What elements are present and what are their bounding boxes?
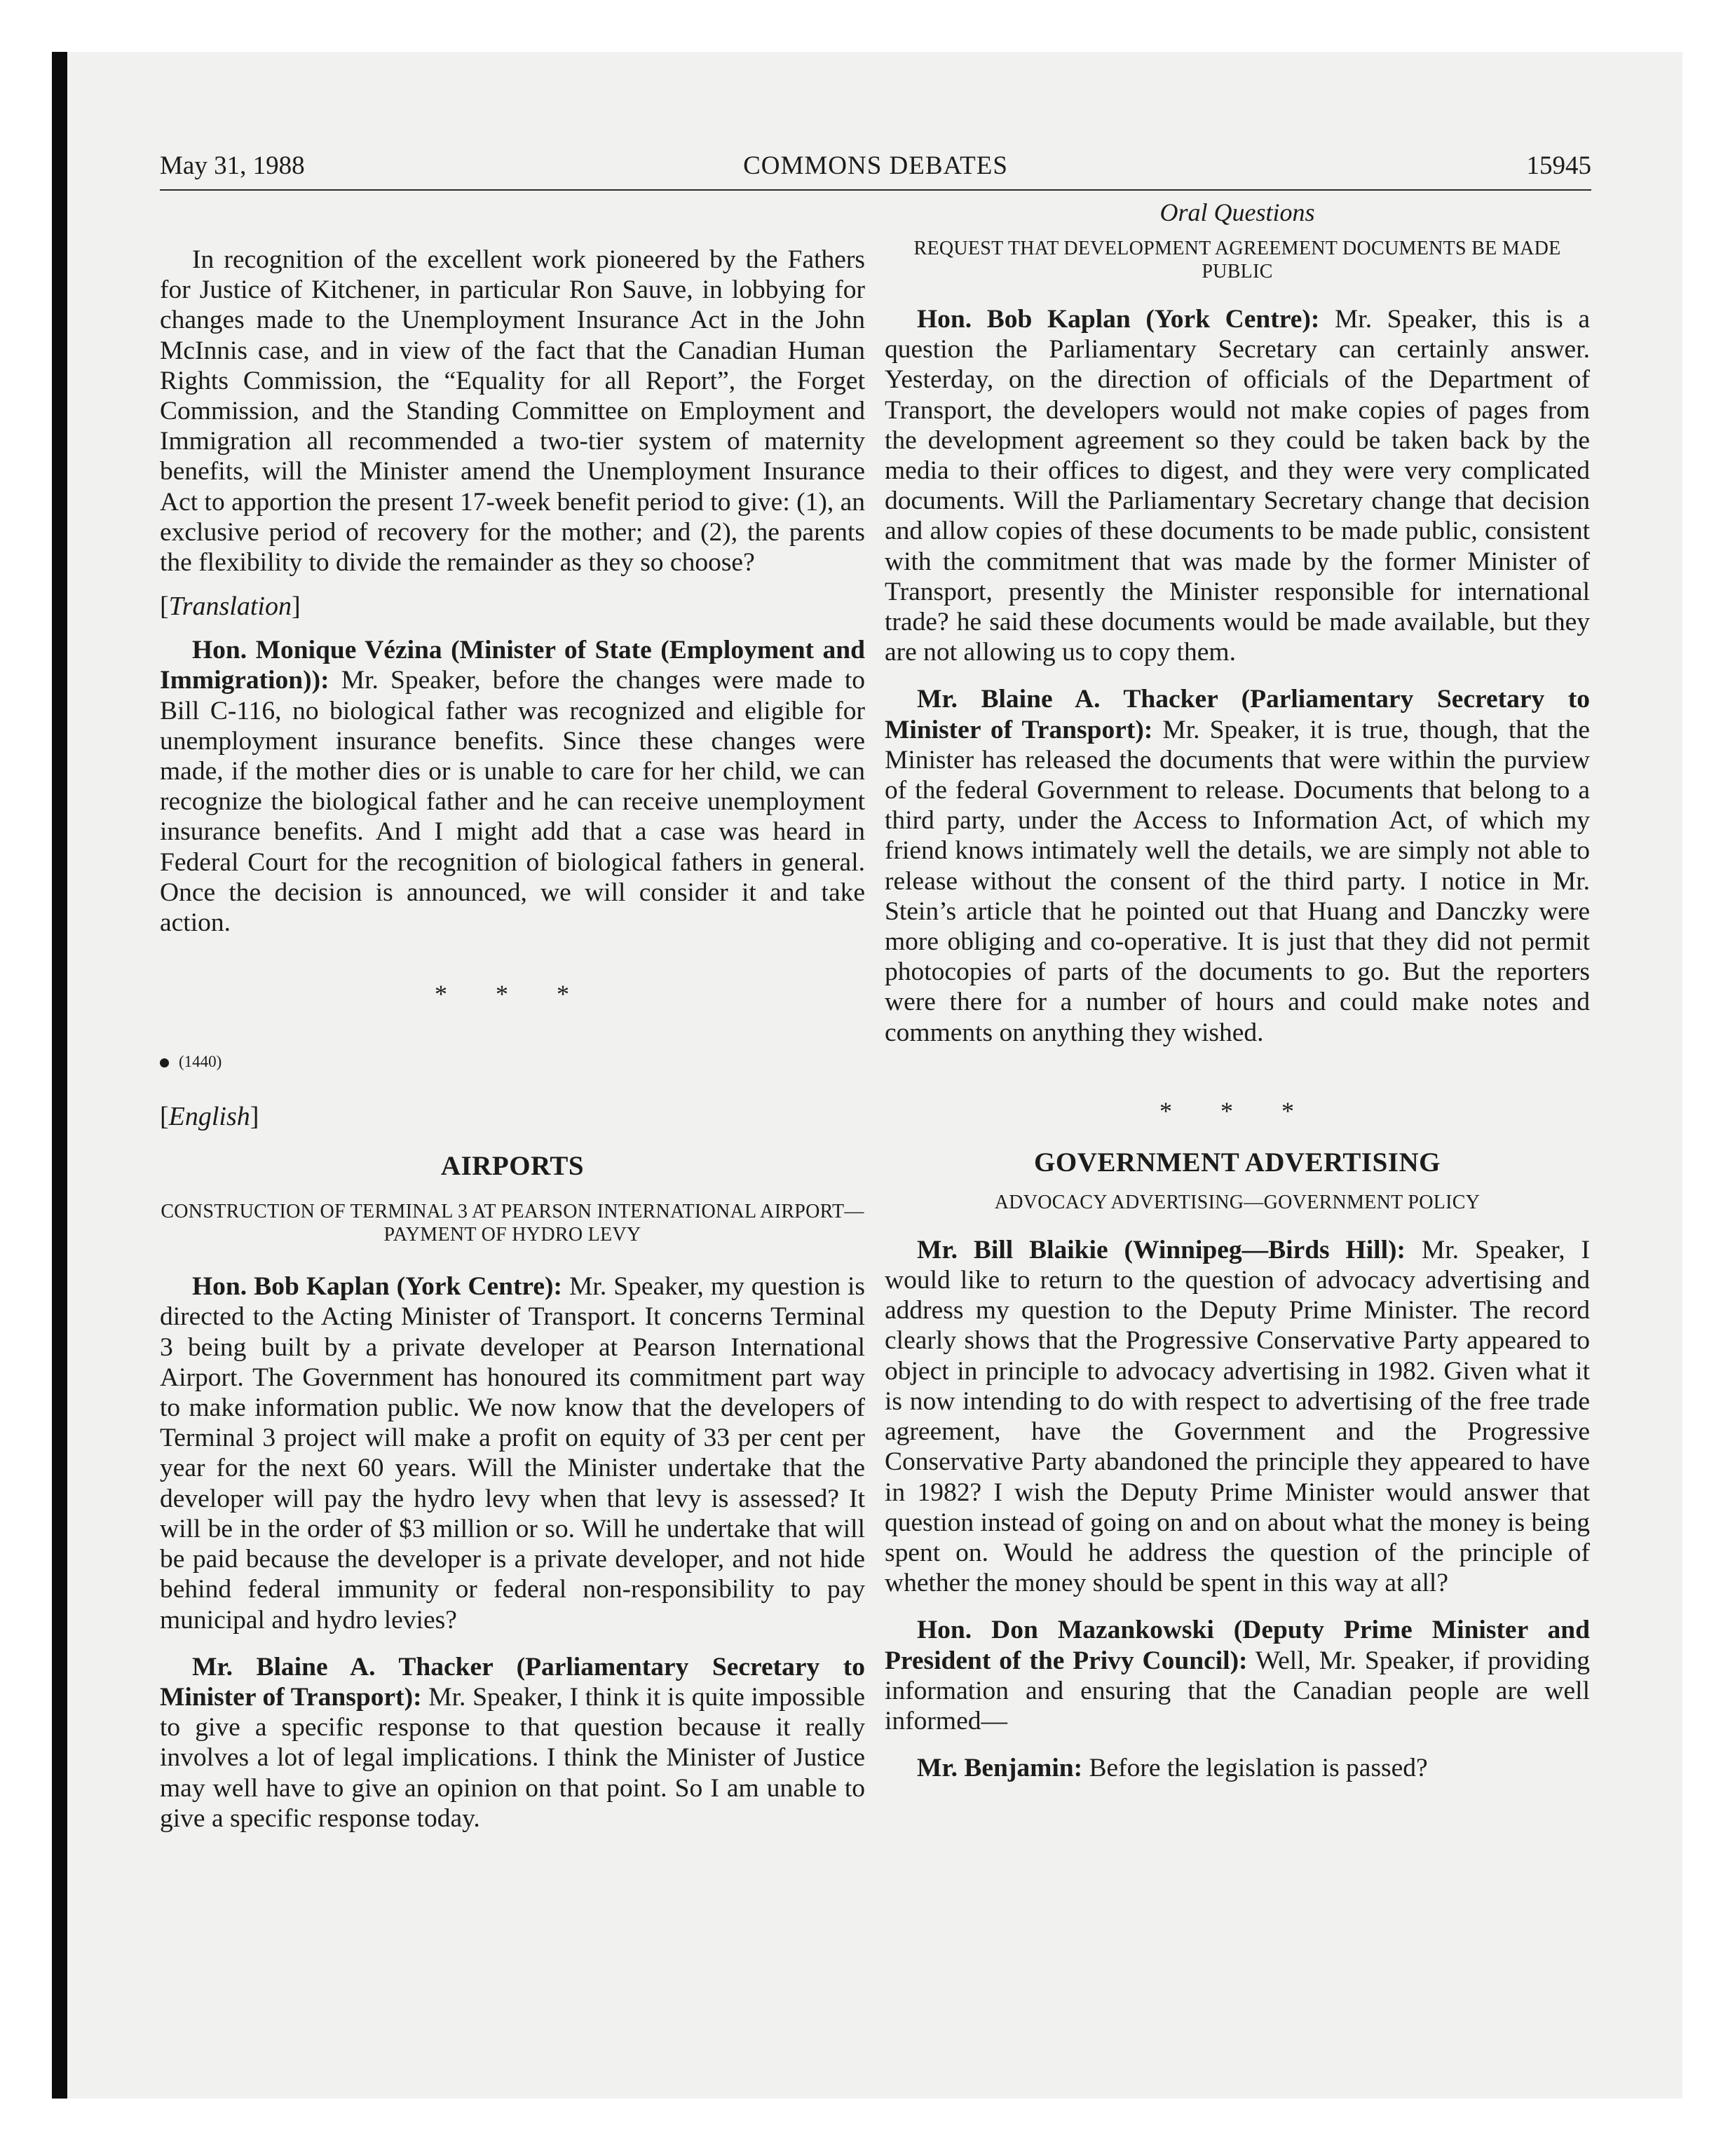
mazankowski-answer [885,1615,1590,1736]
speaker-name: Hon. Bob Kaplan (York Centre): [917,305,1320,334]
section-separator: * * * [435,980,590,1009]
speech-text: Well, Mr. Speaker, if providing information and ensuring that the Canadian people are well informed— [885,1646,1591,1735]
page-header [160,147,1591,191]
blaikie-question [885,1235,1590,1598]
speech-text: Mr. Speaker, my question is directed to the Acting Minister of Transport. It concerns Terminal 3 being built by a private developer at Pearson International Airport. The Government has honoured its commitment part way to make information public. We now know that the developers of Terminal 3 project will make a profit on equity of 33 per cent per year for the next 60 years. Will the Minister undertake that the developer will pay the hydro levy when that levy is assessed? It will be in the order of $3 million or so. Will he undertake that will be paid because the developer is a private developer, and not hide behind federal immunity or federal non-responsibility to pay municipal and hydro levies? [160,1272,865,1635]
left-column [160,196,865,1834]
speaker-name: Mr. Blaine A. Thacker (Parliamentary Secretary to Minister of Transport): [885,685,1590,744]
right-column [885,196,1590,1783]
speech-text: Before the legislation is passed? [1082,1754,1428,1783]
kaplan-question [160,1271,865,1635]
time-stamp-text: (1440) [179,1053,222,1071]
kaplan-question [885,304,1590,667]
question-paragraph: In recognition of the excellent work pioneered by the Fathers for Justice of Kitchener, in particular Ron Sauve, in lobbying for changes made to the Unemployment Insurance Act in the John McInnis case, and in view of the fact that the Canadian Human Rights Commission, the “Equality for all Report”, the Forget Commission, and the Standing Committee on Employment and Immigration all recommended a two-tier system of maternity benefits, will the Minister amend the Unemployment Insurance Act to apportion the present 17-week benefit period to give: (1), an exclusive period of recovery for the mother; and (2), the parents the flexibility to divide the remainder as they so choose? [160,245,865,578]
speaker-name: Mr. Bill Blaikie (Winnipeg—Birds Hill): [917,1235,1406,1264]
section-title-airports: AIRPORTS [440,1151,585,1182]
running-head-oral-questions: Oral Questions [1159,198,1315,226]
binding-edge [52,52,67,2099]
header-date: May 31, 1988 [160,151,305,180]
time-stamp [160,1051,865,1072]
speech-text: Mr. Speaker, this is a question the Parliamentary Secretary can certainly answer. Yesterday, on the direction of officials of the Department of Transport, the developers would not make copies of pages from the development agreement so they could be taken back by the media to their offices to digest, and they were very complicated documents. Will the Parliamentary Secretary change that decision and allow copies of these documents to be made public, consistent with the commitment that was made by the former Minister of Transport, presently the Minister responsible for international trade? he said these documents would be made available, but they are not allowing us to copy them. [885,305,1590,667]
bullet-icon [160,1058,169,1067]
thacker-answer [885,684,1590,1047]
speech-text: Mr. Speaker, it is true, though, that the Minister has released the documents that were within the purview of the federal Government to release. Documents that belong to a third party, under the Access to Information Act, of which my friend knows intimately well the details, we are simply not able to release without the consent of the third party. I notice in Mr. Stein’s article that he pointed out that Huang and Danczky were more obliging and co-operative. It is just that they did not permit photocopies of parts of the documents to go. But the reporters were there for a number of hours and could make notes and comments on anything they wished. [885,715,1590,1047]
speech-text: Mr. Speaker, I think it is quite impossible to give a specific response to that question because it really involves a lot of legal implications. I think the Minister of Justice may well have to give an opinion on that point. So I am unable to give a specific response today. [160,1682,865,1833]
speaker-name: Hon. Monique Vézina (Minister of State (Employment and Immigration)): [160,636,865,695]
section-separator: * * * [1159,1096,1315,1125]
speaker-name: Hon. Don Mazankowski (Deputy Prime Minister and President of the Privy Council): [885,1616,1590,1675]
subheading-terminal-3: CONSTRUCTION OF TERMINAL 3 AT PEARSON INTERNATIONAL AIRPORT—PAYMENT OF HYDRO LEVY [161,1201,864,1246]
speaker-name: Hon. Bob Kaplan (York Centre): [192,1272,563,1302]
subheading-development-agreement: REQUEST THAT DEVELOPMENT AGREEMENT DOCUMENTS BE MADE PUBLIC [913,238,1561,282]
header-page-number: 15945 [1526,151,1591,180]
speech-text: Mr. Speaker, I would like to return to the question of advocacy advertising and address my question to the Deputy Prime Minister. The record clearly shows that the Progressive Conservative Party appeared to object in principle to advocacy advertising in 1982. Given what it is now intending to do with respect to advertising of the free trade agreement, have the Government and the Progressive Conservative Party abandoned the principle they appeared to have in 1982? I wish the Deputy Prime Minister would answer that question instead of going on and on about what the money is being spent on. Would he address the question of the principle of whether the money should be spent in this way at all? [885,1235,1590,1598]
thacker-answer [160,1652,865,1834]
translation-marker: [Translation] [160,592,301,622]
subheading-advocacy-advertising: ADVOCACY ADVERTISING—GOVERNMENT POLICY [994,1191,1481,1213]
translation-label: Translation [168,592,292,622]
section-title-government-advertising: GOVERNMENT ADVERTISING [1034,1147,1441,1178]
english-label: English [168,1102,250,1132]
speech-text: Mr. Speaker, before the changes were made to Bill C-116, no biological father was recognized and eligible for unemployment insurance benefits. Since these changes were made, if the mother dies or is unable to care for her child, we can recognize the biological father and he can receive unemployment insurance benefits. And I might add that a case was heard in Federal Court for the recognition of biological fathers in general. Once the decision is announced, we will consider it and take action. [160,666,865,938]
vezina-answer [160,635,865,938]
speaker-name: Mr. Blaine A. Thacker (Parliamentary Secretary to Minister of Transport): [160,1652,865,1712]
english-marker: [English] [160,1102,259,1132]
speaker-name: Mr. Benjamin: [917,1754,1083,1783]
header-title: COMMONS DEBATES [743,151,1008,180]
benjamin-interjection [885,1753,1590,1783]
